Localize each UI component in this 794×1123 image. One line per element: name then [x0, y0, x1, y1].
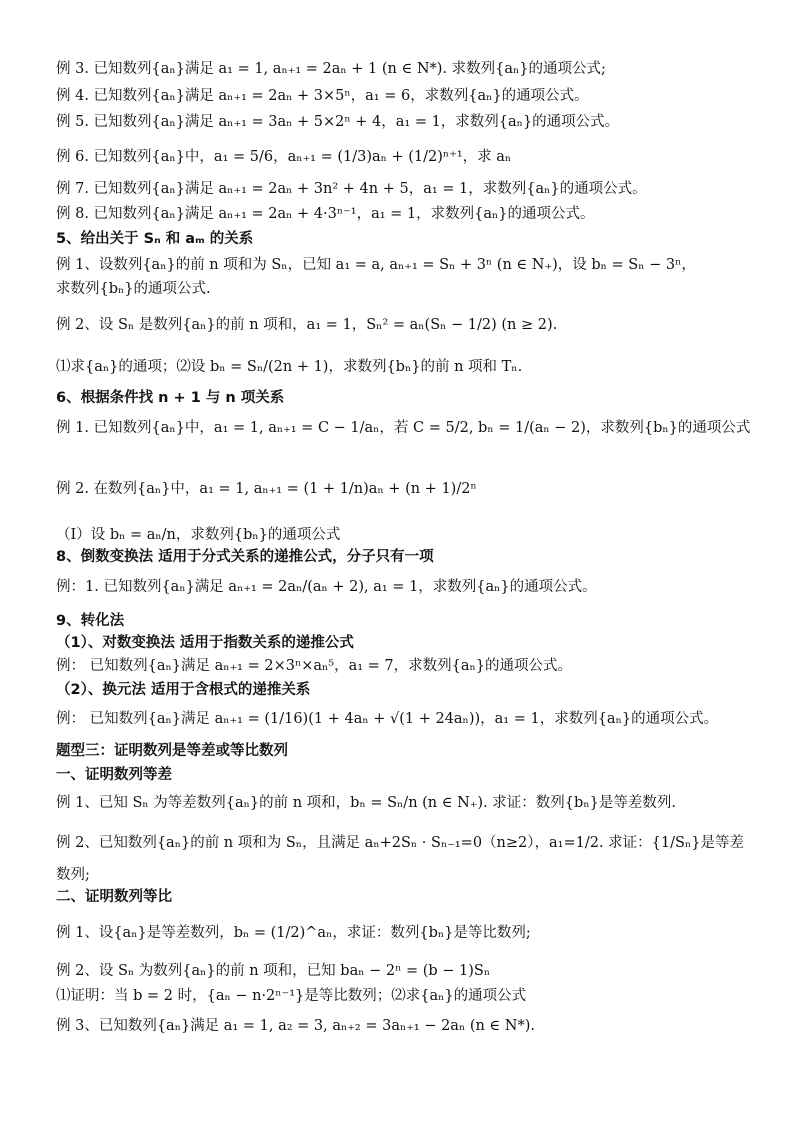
- example-line: 例 3. 已知数列{aₙ}满足 a₁ = 1, aₙ₊₁ = 2aₙ + 1 (n ∈ N*). 求数列{aₙ}的通项公式;: [56, 61, 606, 77]
- example-line: 例 4. 已知数列{aₙ}满足 aₙ₊₁ = 2aₙ + 3×5ⁿ，a₁ = 6，求数列{aₙ}的通项公式。: [56, 88, 589, 104]
- example-line: 例 6. 已知数列{aₙ}中，a₁ = 5/6，aₙ₊₁ = (1/3)aₙ + (1/2)ⁿ⁺¹，求 aₙ: [56, 149, 512, 165]
- example-line: 例 2、设 Sₙ 是数列{aₙ}的前 n 项和，a₁ = 1，Sₙ² = aₙ(Sₙ − 1/2) (n ≥ 2).: [56, 317, 558, 333]
- example-line: 例 5. 已知数列{aₙ}满足 aₙ₊₁ = 3aₙ + 5×2ⁿ + 4，a₁ = 1，求数列{aₙ}的通项公式。: [56, 114, 620, 130]
- example-line: 例： 已知数列{aₙ}满足 aₙ₊₁ = 2×3ⁿ×aₙ⁵，a₁ = 7，求数列{aₙ}的通项公式。: [56, 658, 573, 674]
- example-line: 求数列{bₙ}的通项公式.: [56, 281, 211, 297]
- example-line: ⑴证明：当 b = 2 时，{aₙ − n·2ⁿ⁻¹}是等比数列；⑵求{aₙ}的通项公式: [56, 988, 527, 1004]
- section-heading: 6、根据条件找 n + 1 与 n 项关系: [56, 390, 285, 406]
- example-line: 例 7. 已知数列{aₙ}满足 aₙ₊₁ = 2aₙ + 3n² + 4n + 5，a₁ = 1，求数列{aₙ}的通项公式。: [56, 181, 647, 197]
- example-line: 数列;: [56, 867, 90, 883]
- example-line: 例 2、已知数列{aₙ}的前 n 项和为 Sₙ，且满足 aₙ+2Sₙ · Sₙ₋₁=0（n≥2），a₁=1/2. 求证：{1/Sₙ}是等差: [56, 835, 744, 851]
- example-line: 例 1、设数列{aₙ}的前 n 项和为 Sₙ，已知 a₁ = a, aₙ₊₁ = Sₙ + 3ⁿ (n ∈ N₊)，设 bₙ = Sₙ − 3ⁿ，: [56, 257, 696, 273]
- example-line: ⑴求{aₙ}的通项；⑵设 bₙ = Sₙ/(2n + 1)，求数列{bₙ}的前 n 项和 Tₙ.: [56, 359, 523, 375]
- example-line: 例 1、设{aₙ}是等差数列，bₙ = (1/2)^aₙ，求证：数列{bₙ}是等比数列;: [56, 925, 531, 941]
- example-line: 例 2、设 Sₙ 为数列{aₙ}的前 n 项和，已知 baₙ − 2ⁿ = (b − 1)Sₙ: [56, 963, 491, 979]
- example-line: 例 8. 已知数列{aₙ}满足 aₙ₊₁ = 2aₙ + 4·3ⁿ⁻¹，a₁ = 1，求数列{aₙ}的通项公式。: [56, 206, 595, 222]
- example-line: 例 3、已知数列{aₙ}满足 a₁ = 1, a₂ = 3, aₙ₊₂ = 3aₙ₊₁ − 2aₙ (n ∈ N*).: [56, 1018, 535, 1034]
- example-line: 例： 已知数列{aₙ}满足 aₙ₊₁ = (1/16)(1 + 4aₙ + √(1 + 24aₙ))，a₁ = 1，求数列{aₙ}的通项公式。: [56, 711, 719, 727]
- example-line: 例 1、已知 Sₙ 为等差数列{aₙ}的前 n 项和，bₙ = Sₙ/n (n ∈ N₊). 求证：数列{bₙ}是等差数列.: [56, 795, 676, 811]
- example-line: 例 1. 已知数列{aₙ}中，a₁ = 1, aₙ₊₁ = C − 1/aₙ，若 C = 5/2, bₙ = 1/(aₙ − 2)，求数列{bₙ}的通项公式: [56, 420, 751, 436]
- example-line: 例：1. 已知数列{aₙ}满足 aₙ₊₁ = 2aₙ/(aₙ + 2), a₁ = 1，求数列{aₙ}的通项公式。: [56, 579, 597, 595]
- sub-heading: （1）、对数变换法 适用于指数关系的递推公式: [56, 635, 354, 651]
- example-line: 例 2. 在数列{aₙ}中，a₁ = 1, aₙ₊₁ = (1 + 1/n)aₙ + (n + 1)/2ⁿ: [56, 481, 477, 497]
- section-heading: 二、证明数列等比: [56, 889, 172, 905]
- section-heading: 一、证明数列等差: [56, 767, 172, 783]
- section-heading: 5、给出关于 Sₙ 和 aₘ 的关系: [56, 231, 254, 247]
- section-heading: 9、转化法: [56, 613, 125, 629]
- sub-heading: （2）、换元法 适用于含根式的递推关系: [56, 682, 311, 698]
- section-heading: 8、倒数变换法 适用于分式关系的递推公式，分子只有一项: [56, 549, 434, 565]
- example-line: （I）设 bₙ = aₙ/n，求数列{bₙ}的通项公式: [56, 527, 341, 543]
- section-heading: 题型三：证明数列是等差或等比数列: [56, 743, 288, 759]
